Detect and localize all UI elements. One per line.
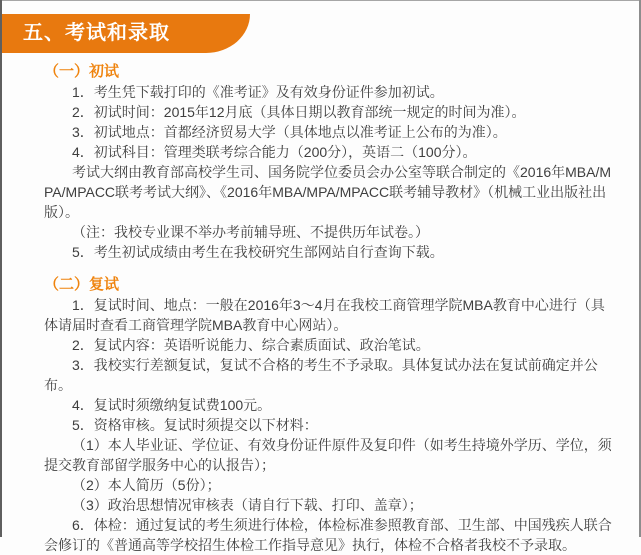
- paragraph: 4．复试时须缴纳复试费100元。: [72, 397, 272, 413]
- section-first-exam: [44, 62, 615, 262]
- page-top-border: [0, 0, 641, 1]
- paragraph: （3）政治思想情况审核表（请自行下载、打印、盖章）；: [72, 497, 423, 513]
- page-left-border: [0, 0, 2, 537]
- section-second-exam: [44, 275, 615, 555]
- banner-title: 五、考试和录取: [23, 22, 170, 44]
- section-heading: （一）初试: [44, 63, 120, 80]
- paragraph: 考试大纲由教育部高校学生司、国务院学位委员会办公室等联合制定的《2016年MBA/MPA/MPACC联考考试大纲》、《2016年MBA/MPA/MPACC联考辅导教材》（机械工业出版社出版）。: [44, 164, 612, 220]
- paragraph: 4．初试科目：管理类联考综合能力（200分），英语二（100分）。: [72, 144, 477, 160]
- paragraph: （2）本人简历（5份）；: [72, 477, 221, 493]
- section-banner: [2, 14, 250, 53]
- paragraph: （1）本人毕业证、学位证、有效身份证件原件及复印件（如考生持境外学历、学位，须提交教育部留学服务中心的认报告）；: [44, 437, 612, 473]
- paragraph: （注：我校专业课不举办考前辅导班、不提供历年试卷。）: [72, 224, 429, 240]
- paragraph: 1．复试时间、地点：一般在2016年3～4月在我校工商管理学院MBA教育中心进行（具体请届时查看工商管理学院MBA教育中心网站）。: [44, 297, 605, 333]
- paragraph: 6．体检：通过复试的考生须进行体检，体检标准参照教育部、卫生部、中国残疾人联合会修订的《普通高等学校招生体检工作指导意见》执行，体检不合格者我校不予录取。: [44, 517, 612, 553]
- document-body: [44, 62, 615, 555]
- paragraph: 3．初试地点：首都经济贸易大学（具体地点以准考证上公布的为准）。: [72, 124, 507, 140]
- paragraph: 2．复试内容：英语听说能力、综合素质面试、政治笔试。: [72, 337, 430, 353]
- paragraph: 1．考生凭下载打印的《准考证》及有效身份证件参加初试。: [72, 84, 444, 100]
- paragraph: 3．我校实行差额复试，复试不合格的考生不予录取。具体复试办法在复试前确定并公布。: [44, 357, 598, 393]
- paragraph: 2．初试时间：2015年12月底（具体日期以教育部统一规定的时间为准）。: [72, 104, 526, 120]
- section-heading: （二）复试: [44, 276, 120, 293]
- paragraph: 5．考生初试成绩由考生在我校研究生部网站自行查询下载。: [72, 244, 444, 260]
- paragraph: 5．资格审核。复试时须提交以下材料：: [72, 417, 318, 433]
